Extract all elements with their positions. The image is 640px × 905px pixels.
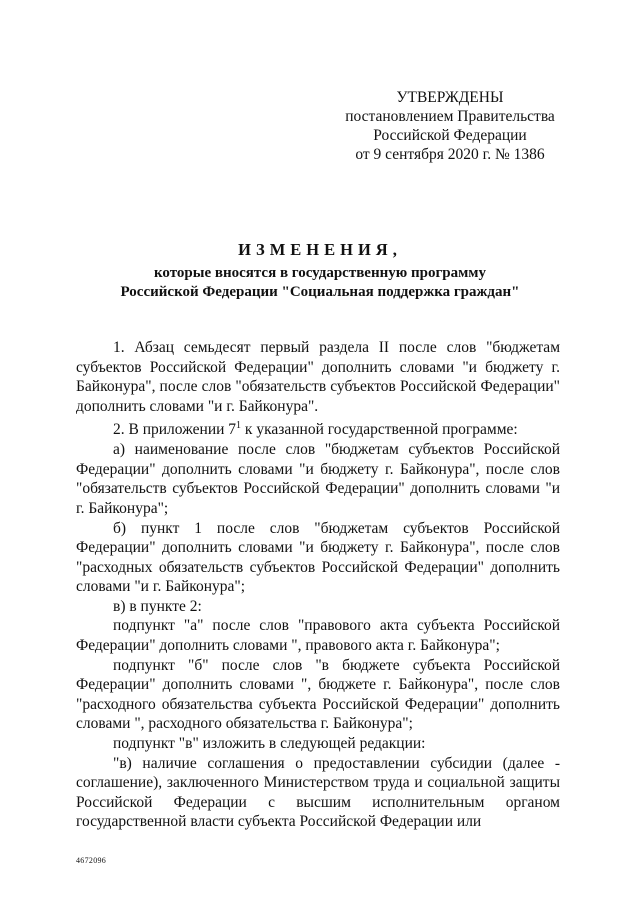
paragraph: "в) наличие соглашения о предоставлении субсидии (далее - соглашение), заключенного Министерством труда и социальной защиты Российской Федерации с высшим исполнительным органом государственной власти субъекта Российской Федерации или bbox=[76, 754, 560, 831]
approval-line: постановлением Правительства bbox=[345, 108, 555, 125]
paragraph: подпункт "в" изложить в следующей редакции: bbox=[113, 735, 426, 753]
paragraph-text: к указанной государственной программе: bbox=[241, 421, 518, 439]
approval-heading: УТВЕРЖДЕНЫ bbox=[396, 89, 504, 106]
paragraph: подпункт "б" после слов "в бюджете субъекта Российской Федерации" дополнить словами ", бюджете г. Байконура", после слов "расходного обязательства субъекта Российской Федерации" дополнить словами ", расходного обязательства г. Байконура"; bbox=[76, 656, 560, 733]
paragraph bbox=[76, 416, 560, 440]
subtitle-line: которые вносятся в государственную программу bbox=[153, 265, 487, 281]
paragraph: б) пункт 1 после слов "бюджетам субъектов Российской Федерации" дополнить словами "и бюджету г. Байконура", после слов "расходных обязательств субъектов Российской Федерации" дополнить словами "и г. Байконура"; bbox=[76, 519, 560, 596]
approval-date-number: от 9 сентября 2020 г. № 1386 bbox=[355, 146, 545, 163]
approval-line: Российской Федерации bbox=[373, 127, 527, 144]
document-title: ИЗМЕНЕНИЯ, bbox=[238, 240, 402, 259]
paragraph: подпункт "а" после слов "правового акта субъекта Российской Федерации" дополнить словами ", правового акта г. Байконура"; bbox=[76, 617, 560, 655]
superscript: 1 bbox=[236, 420, 242, 432]
footer-code: 4672096 bbox=[76, 856, 107, 865]
paragraph: 1. Абзац семьдесят первый раздела II после слов "бюджетам субъектов Российской Федерации" дополнить словами "и бюджету г. Байконура", после слов "обязательств субъектов Российской Федерации" дополнить словами "и г. Байконура". bbox=[76, 339, 560, 415]
subtitle-line: Российской Федерации "Социальная поддержка граждан" bbox=[120, 284, 520, 300]
approval-block bbox=[330, 88, 570, 164]
paragraph-text: 2. В приложении 7 bbox=[113, 421, 237, 439]
paragraph: в) в пункте 2: bbox=[113, 597, 202, 615]
paragraph: а) наименование после слов "бюджетам субъектов Российской Федерации" дополнить словами "и бюджету г. Байконура", после слов "обязательств субъектов Российской Федерации" дополнить словами "и г. Байконура"; bbox=[76, 441, 560, 517]
document-body bbox=[76, 338, 560, 832]
document-subtitle bbox=[40, 264, 600, 302]
